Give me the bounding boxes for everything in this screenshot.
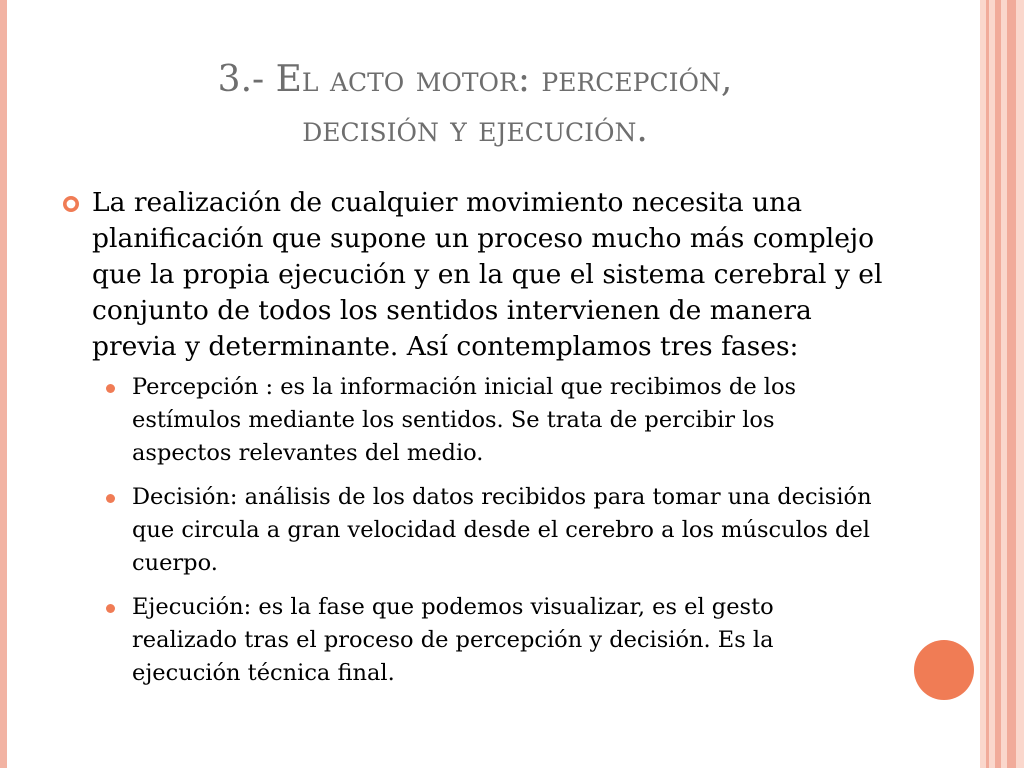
main-bullet-text: La realización de cualquier movimiento necesita una planificación que supone un proceso mucho más complejo que la propia ejecución y en la que el sistema cerebral y el conjunto de todos los sentidos intervienen de manera previa y determinante. Así contemplamos tres fases: xyxy=(92,187,883,362)
sub-bullet-text: Percepción : es la información inicial que recibimos de los estímulos mediante los sentidos. Se trata de percibir los aspectos relevantes del medio. xyxy=(132,374,797,466)
sub-bullet-item xyxy=(62,591,912,690)
ring-bullet-icon xyxy=(62,195,80,213)
sub-bullet-list xyxy=(62,371,912,690)
sub-bullet-item xyxy=(62,371,912,470)
slide-title-line: decisión y ejecución. xyxy=(302,109,648,150)
right-border-stripe xyxy=(1007,0,1016,768)
decorative-orange-circle xyxy=(914,640,974,700)
sub-bullet-text: Decisión: análisis de los datos recibidos para tomar una decisión que circula a gran velocidad desde el cerebro a los músculos del cuerpo. xyxy=(132,484,872,576)
dot-bullet-icon xyxy=(106,604,115,613)
right-border-stripe xyxy=(995,0,1001,768)
right-border-stripe xyxy=(986,0,989,768)
slide-title-line: 3.- El acto motor: percepción, xyxy=(217,59,733,100)
sub-bullet-text: Ejecución: es la fase que podemos visualizar, es el gesto realizado tras el proceso de percepción y decisión. Es la ejecución técnica final. xyxy=(132,594,774,686)
slide-content xyxy=(62,185,912,701)
dot-bullet-icon xyxy=(106,494,115,503)
right-border-decoration xyxy=(980,0,1024,768)
sub-bullet-item xyxy=(62,481,912,580)
slide-title xyxy=(60,55,890,155)
left-border-decoration xyxy=(0,0,7,768)
dot-bullet-icon xyxy=(106,384,115,393)
main-bullet-item xyxy=(62,185,912,365)
